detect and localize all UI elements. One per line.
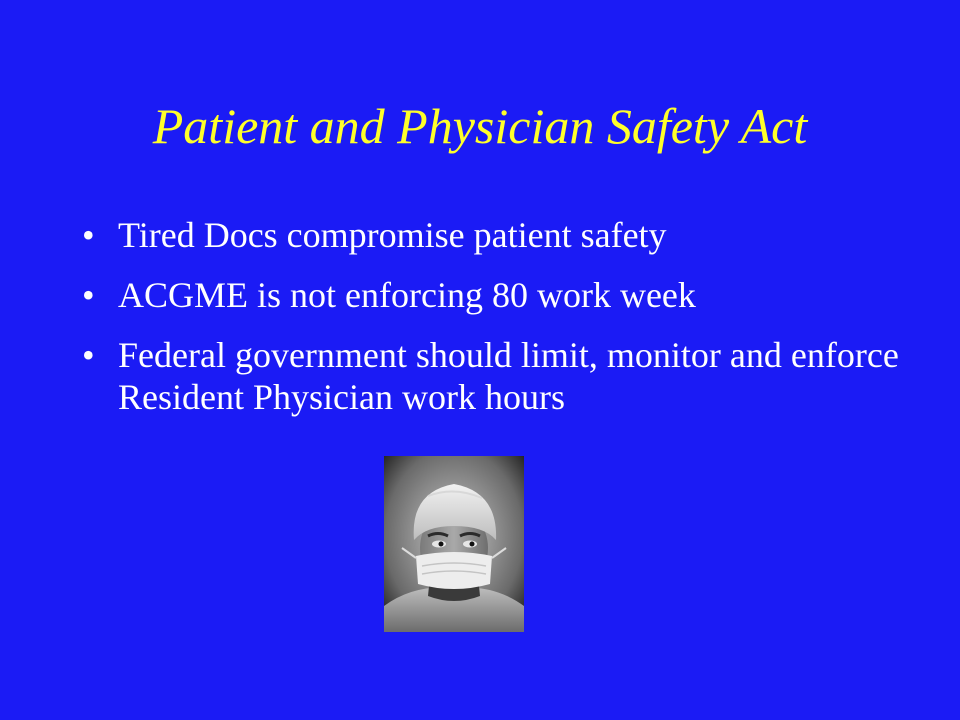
- bullet-item: [82, 214, 902, 256]
- slide-title: Patient and Physician Safety Act: [152, 98, 808, 154]
- bullet-item: [82, 334, 902, 418]
- bullet-text: ACGME is not enforcing 80 work week: [118, 275, 696, 315]
- bullet-list: [82, 214, 902, 436]
- bullet-dot-icon: •: [82, 215, 95, 255]
- bullet-dot-icon: •: [82, 335, 95, 375]
- bullet-text: Federal government should limit, monitor and enforce Resident Physician work hours: [118, 335, 899, 417]
- bullet-text: Tired Docs compromise patient safety: [118, 215, 667, 255]
- bullet-dot-icon: •: [82, 275, 95, 315]
- bullet-item: [82, 274, 902, 316]
- masked-surgeon-photo-icon: [384, 456, 524, 632]
